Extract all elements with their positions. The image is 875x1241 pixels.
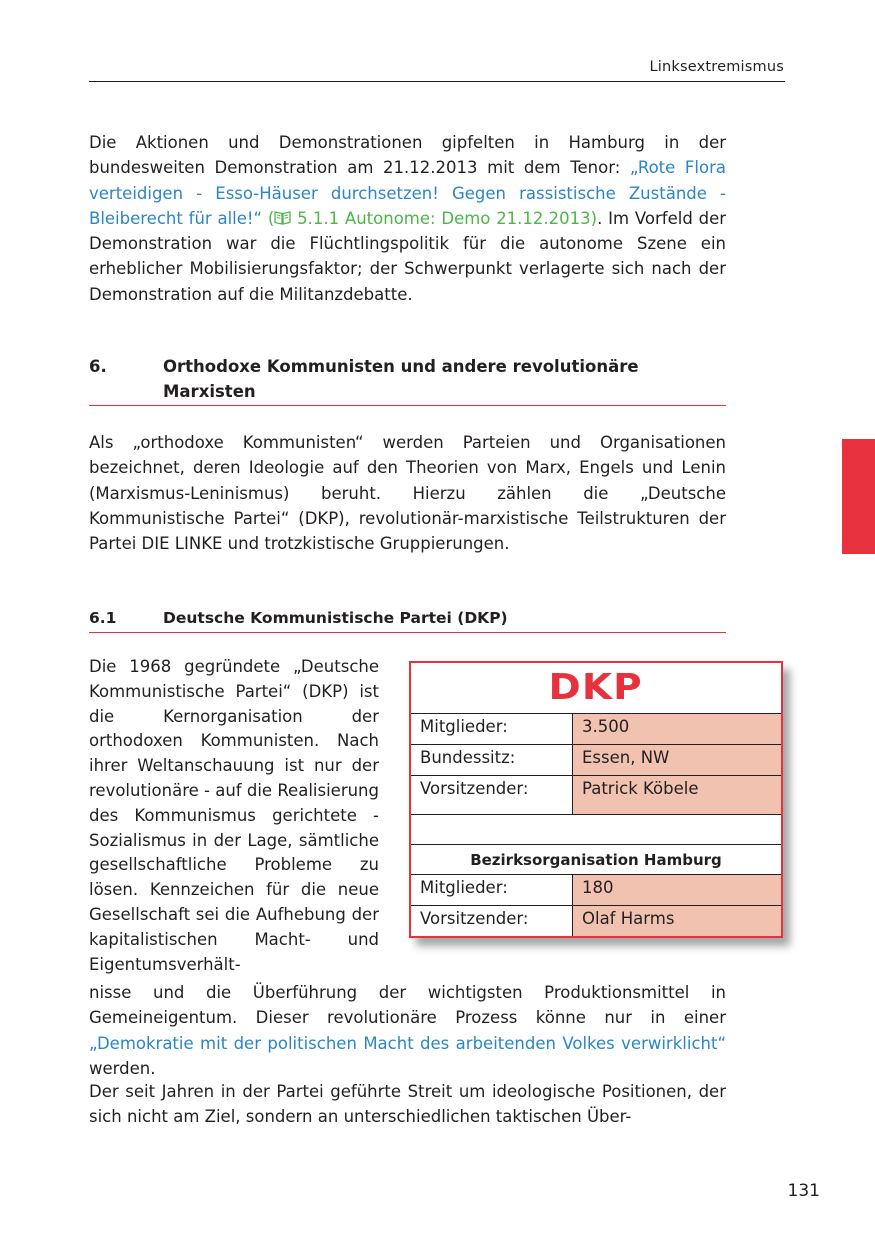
dkp-row-label: Vorsitzender: <box>411 776 573 814</box>
dkp-quote-link[interactable]: „Demokratie mit der politischen Macht des arbeitenden Volkes verwirklicht“ <box>89 1033 726 1053</box>
intro-text-2: . Im Vorfeld der Demonstration war die Flüchtlingspolitik für die autonome Szene ein erheblicher Mobilisierungsfaktor; der Schwerpunkt verlagerte sich nach der Demonstration auf die Militanzdebatte. <box>89 208 726 304</box>
ref-open: ( <box>262 208 275 228</box>
page-number: 131 <box>787 1181 820 1201</box>
dkp-spacer-row <box>411 815 781 845</box>
section-6-paragraph: Als „orthodoxe Kommunisten“ werden Parteien und Organisationen bezeichnet, deren Ideologie auf den Theorien von Marx, Engels und Lenin (Marxismus-Leninismus) beruht. Hierzu zählen die „Deutsche Kommunistische Partei“ (DKP), revolutionär-marxistische Teilstrukturen der Partei DIE LINKE und trotzkistische Gruppierungen. <box>89 433 726 554</box>
dkp-hamburg-subheading: Bezirksorganisation Hamburg <box>411 845 781 875</box>
header-divider <box>89 81 785 82</box>
dkp-row-headquarters <box>411 745 781 776</box>
section-6-title: Orthodoxe Kommunisten und andere revolutionäre Marxisten <box>163 357 639 401</box>
dkp-hamburg-row-members <box>411 875 781 906</box>
dkp-row-label: Vorsitzender: <box>411 906 573 936</box>
dkp-logo-row <box>411 663 781 714</box>
dkp-row-value: 180 <box>573 875 781 905</box>
dkp-row-members <box>411 714 781 745</box>
section-6-1-title: Deutsche Kommunistische Partei (DKP) <box>163 609 508 627</box>
intro-text-1: Die Aktionen und Demonstrationen gipfelten in Hamburg in der bundesweiten Demonstration am 21.12.2013 mit dem Tenor: <box>89 133 726 178</box>
dkp-continued-end: werden. <box>89 1058 156 1078</box>
dkp-continued-text: nisse und die Überführung der wichtigsten Produktionsmittel in Gemeineigentum. Dieser revolutionäre Prozess könne nur in einer <box>89 983 726 1028</box>
dkp-hamburg-row-chairman <box>411 906 781 936</box>
dkp-column-text: Die 1968 gegründete „Deutsche Kommunistische Partei“ (DKP) ist die Kernorganisation der orthodoxen Kommunisten. Nach ihrer Weltanschauung ist nur der revolutionäre - auf die Realisierung des Kommunismus gerichtete - Sozialismus in der Lage, sämtliche gesellschaftliche Probleme zu lösen. Kennzeichen für die neue Gesellschaft sei die Aufhebung der kapitalistischen Macht- und Eigentumsverhält- <box>89 657 379 974</box>
dkp-logo: DKP <box>548 667 644 708</box>
running-header: Linksextremismus <box>649 59 784 75</box>
dkp-row-value: Essen, NW <box>573 745 781 775</box>
section-6-1-number: 6.1 <box>89 609 117 627</box>
book-icon <box>274 209 291 228</box>
section-6-1-heading <box>89 606 726 633</box>
section-6-number: 6. <box>89 357 107 376</box>
intro-paragraph <box>89 130 726 307</box>
dkp-info-box <box>409 661 783 938</box>
dkp-continued-paragraph <box>89 980 726 1081</box>
dkp-row-value: 3.500 <box>573 714 781 744</box>
dkp-row-value: Olaf Harms <box>573 906 781 936</box>
intro-quote-link[interactable]: „Rote Flora verteidigen - Esso-Häuser durchsetzen! Gegen rassistische Zustände - Bleiberecht für alle!“ <box>89 158 726 228</box>
chapter-tab-marker <box>842 439 875 554</box>
dkp-row-label: Mitglieder: <box>411 714 573 744</box>
dkp-last-paragraph: Der seit Jahren in der Partei geführte Streit um ideologische Positionen, der sich nicht am Ziel, sondern an unterschiedlichen taktischen Über- <box>89 1082 726 1127</box>
section-6-heading <box>89 355 726 406</box>
dkp-row-label: Mitglieder: <box>411 875 573 905</box>
intro-reference-link[interactable]: 5.1.1 Autonome: Demo 21.12.2013) <box>297 208 598 228</box>
dkp-row-value: Patrick Köbele <box>573 776 781 814</box>
dkp-row-label: Bundessitz: <box>411 745 573 775</box>
dkp-row-chairman <box>411 776 781 815</box>
